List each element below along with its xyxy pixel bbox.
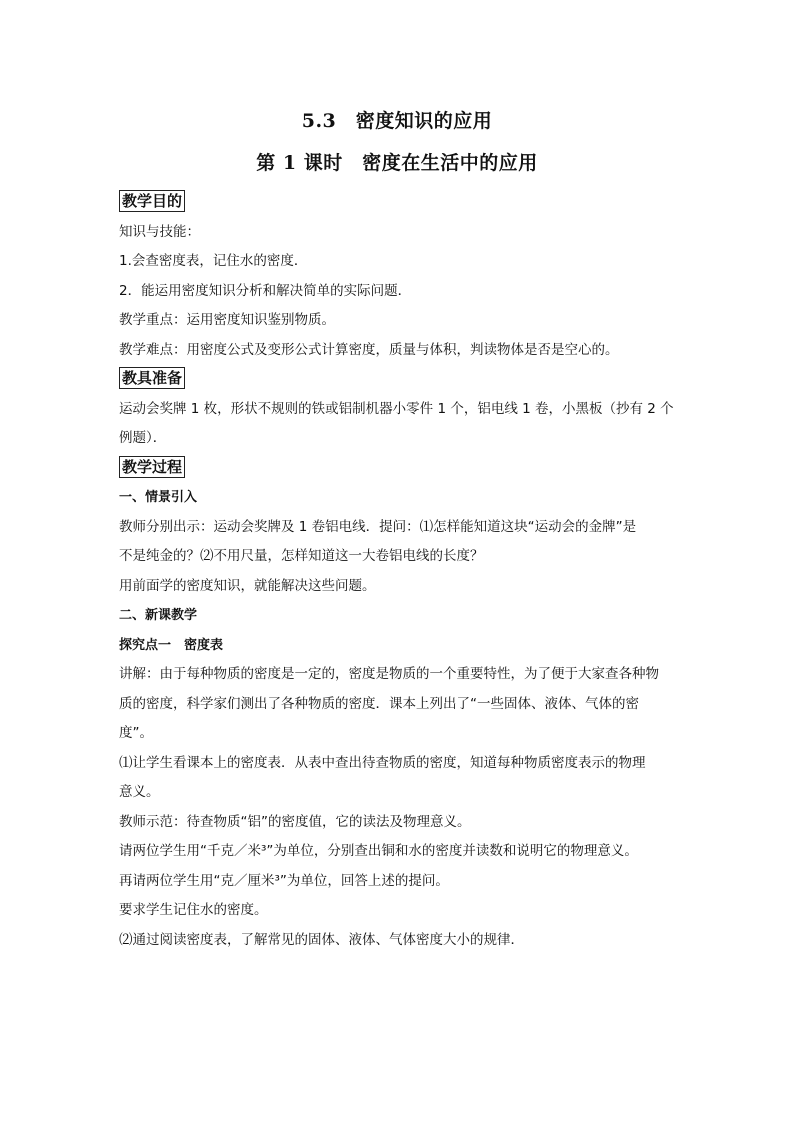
paragraph: 教学难点：用密度公式及变形公式计算密度，质量与体积，判读物体是否是空心的。	[119, 341, 619, 358]
document-subtitle: 第 1 课时 密度在生活中的应用	[256, 152, 538, 174]
paragraph: 知识与技能：	[119, 223, 200, 240]
paragraph: 教学重点：运用密度知识鉴别物质。	[119, 312, 335, 328]
paragraph: ⑴让学生看课本上的密度表．从表中查出待查物质的密度，知道每种物质密度表示的物理	[119, 754, 646, 771]
subsection-title: 二、新课教学	[119, 608, 198, 623]
subsection-title: 一、情景引入	[119, 490, 198, 505]
paragraph: 教师示范：待查物质“铝”的密度值，它的读法及物理意义。	[119, 813, 471, 830]
paragraph: 度”。	[119, 725, 153, 741]
paragraph: 不是纯金的？⑵不用尺量，怎样知道这一大卷铝电线的长度？	[119, 548, 484, 564]
paragraph: 用前面学的密度知识，就能解决这些问题。	[119, 577, 376, 594]
paragraph: 要求学生记住水的密度。	[119, 902, 268, 918]
paragraph: 请两位学生用“千克／米³”为单位，分别查出铜和水的密度并读数和说明它的物理意义。	[119, 843, 638, 859]
paragraph: 运动会奖牌 1 枚，形状不规则的铁或铝制机器小零件 1 个，铝电线 1 卷，小黑板（抄有 2 个	[119, 400, 674, 417]
paragraph: 教师分别出示：运动会奖牌及 1 卷铝电线．提问：⑴怎样能知道这块“运动会的金牌”是	[119, 518, 637, 535]
paragraph: 再请两位学生用“克／厘米³”为单位，回答上述的提问。	[119, 872, 449, 889]
document-title: 5.3 密度知识的应用	[301, 110, 493, 132]
document-body	[119, 188, 679, 955]
section-heading-process: 教学过程	[119, 456, 185, 478]
paragraph: 例题）．	[119, 430, 167, 446]
paragraph: 1.会查密度表，记住水的密度．	[119, 253, 308, 269]
section-heading-goals: 教学目的	[119, 190, 185, 212]
paragraph: 质的密度，科学家们测出了各种物质的密度．课本上列出了“一些固体、液体、气体的密	[119, 695, 639, 712]
paragraph: 意义。	[119, 784, 160, 800]
paragraph: ⑵通过阅读密度表，了解常见的固体、液体、气体密度大小的规律．	[119, 931, 524, 948]
paragraph: 讲解：由于每种物质的密度是一定的，密度是物质的一个重要特性，为了便于大家查各种物	[119, 666, 659, 682]
section-heading-tools: 教具准备	[119, 367, 185, 389]
paragraph: 2．能运用密度知识分析和解决简单的实际问题．	[119, 282, 412, 299]
subsection-title: 探究点一 密度表	[119, 637, 224, 653]
